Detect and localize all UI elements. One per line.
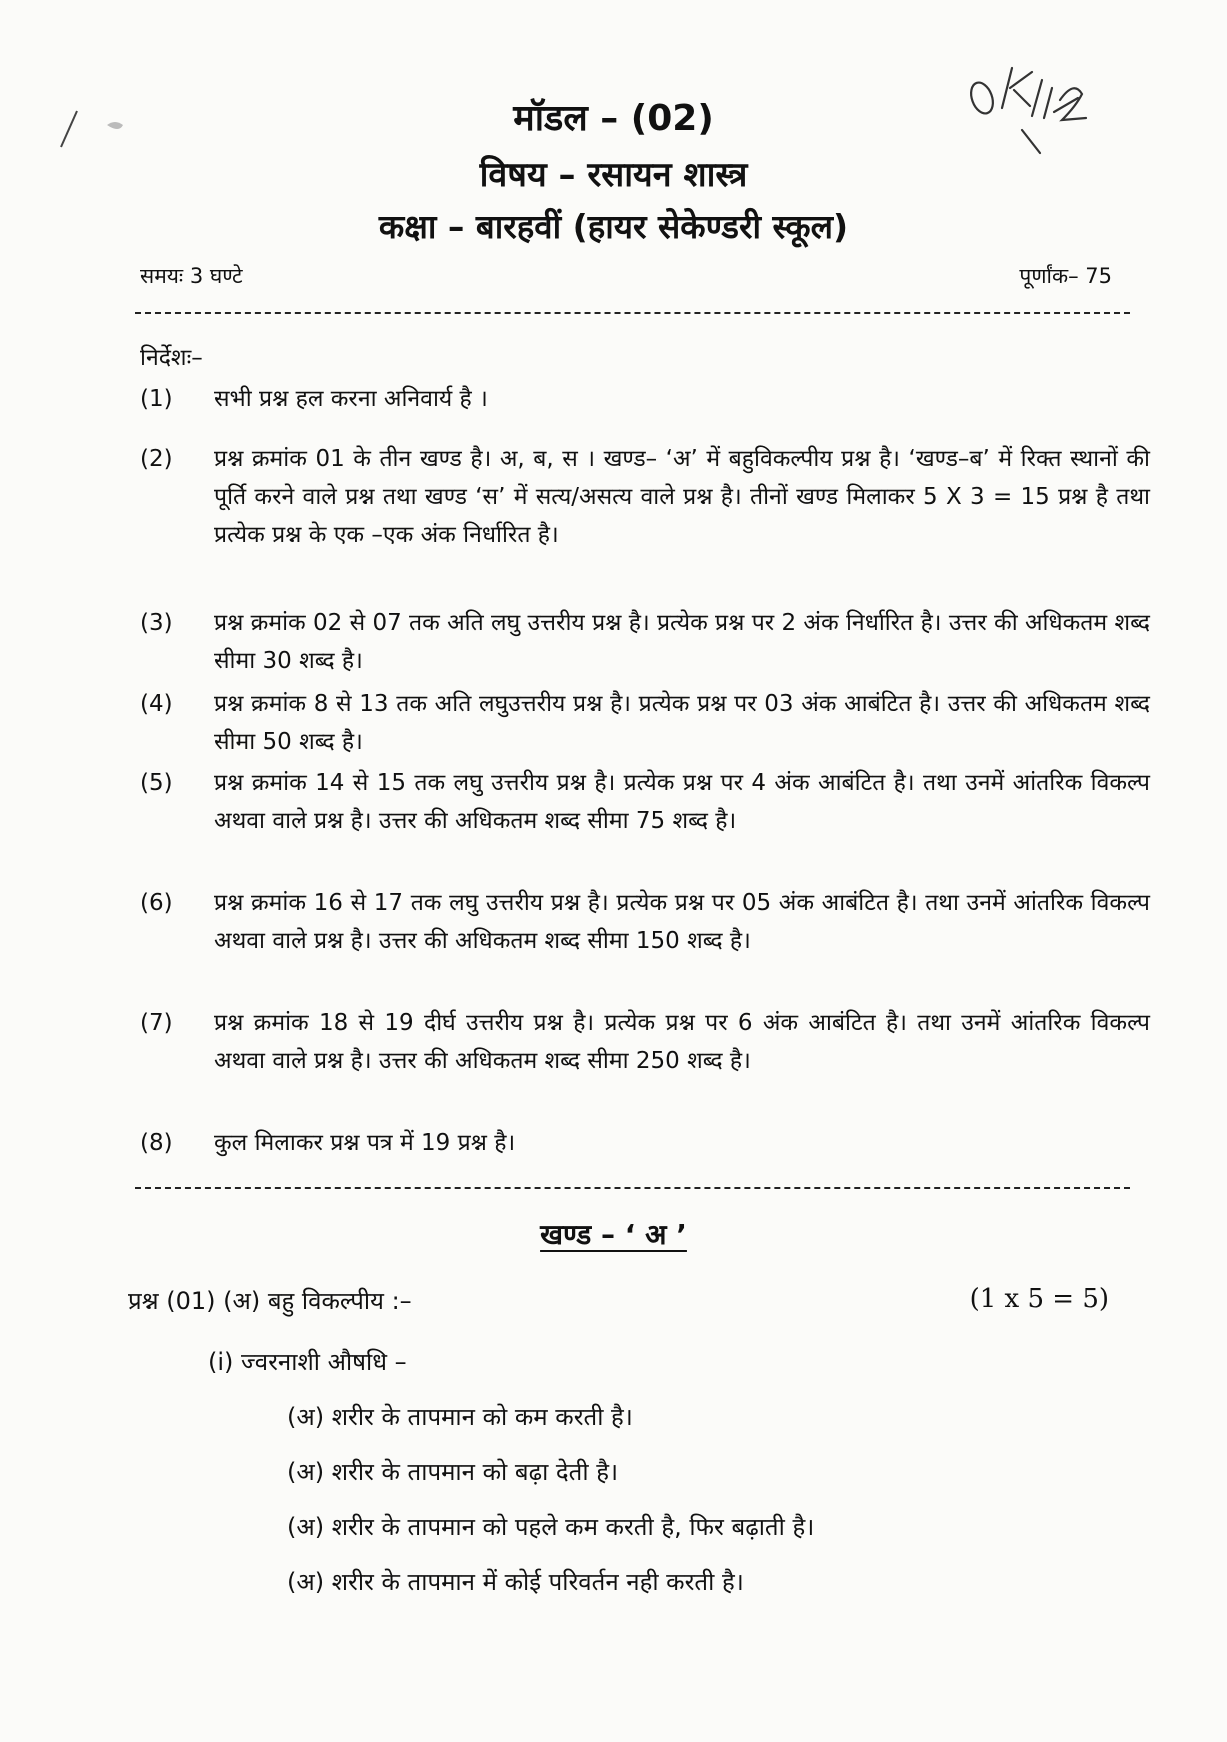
instruction-text: प्रश्न क्रमांक 18 से 19 दीर्घ उत्तरीय प्रश्न है। प्रत्येक प्रश्न पर 6 अंक आबंटित है। तथा उनमें आंतरिक विकल्प अथवा वाले प्रश्न है। उत्तर की अधिकतम शब्द सीमा 250 शब्द है।	[214, 1010, 1150, 1074]
instruction-number: (3)	[140, 610, 173, 636]
instruction-text: प्रश्न क्रमांक 16 से 17 तक लघु उत्तरीय प्रश्न है। प्रत्येक प्रश्न पर 05 अंक आबंटित है। तथा उनमें आंतरिक विकल्प अथवा वाले प्रश्न है। उत्तर की अधिकतम शब्द सीमा 150 शब्द है।	[214, 890, 1150, 954]
max-marks: पूर्णांक– 75	[1019, 264, 1112, 288]
instruction-text: प्रश्न क्रमांक 01 के तीन खण्ड है। अ, ब, स । खण्ड– ‘अ’ में बहुविकल्पीय प्रश्न है। ‘खण्ड–ब’ में रिक्त स्थानों की पूर्ति करने वाले प्रश्न तथा खण्ड ‘स’ में सत्य/असत्य वाले प्रश्न है। तीनों खण्ड मिलाकर 5 X 3 = 15 प्रश्न है तथा प्रत्येक प्रश्न के एक –एक अंक निर्धारित है।	[214, 446, 1150, 548]
instruction-number: (6)	[140, 890, 173, 916]
instruction-text: सभी प्रश्न हल करना अनिवार्य है ।	[214, 386, 488, 412]
sub-question: (i) ज्वरनाशी औषधि –	[208, 1348, 407, 1376]
time-duration: समयः 3 घण्टे	[140, 264, 243, 288]
paper-subject: विषय – रसायन शास्त्र	[479, 155, 748, 195]
instruction-text: प्रश्न क्रमांक 8 से 13 तक अति लघुउत्तरीय प्रश्न है। प्रत्येक प्रश्न पर 03 अंक आबंटित है। उत्तर की अधिकतम शब्द सीमा 50 शब्द है।	[214, 691, 1150, 755]
instruction-number: (7)	[140, 1010, 173, 1036]
instruction-number: (1)	[140, 386, 173, 412]
question-heading: प्रश्न (01) (अ) बहु विकल्पीय :–	[128, 1287, 412, 1315]
section-heading	[0, 1215, 1227, 1253]
instructions-label: निर्देशः–	[140, 345, 203, 371]
instruction-text: प्रश्न क्रमांक 02 से 07 तक अति लघु उत्तरीय प्रश्न है। प्रत्येक प्रश्न पर 2 अंक निर्धारित है। उत्तर की अधिकतम शब्द सीमा 30 शब्द है।	[214, 610, 1150, 674]
instruction-number: (8)	[140, 1130, 173, 1156]
divider-bottom	[135, 1187, 1130, 1189]
instruction-number: (4)	[140, 691, 173, 717]
option-item: (अ) शरीर के तापमान को पहले कम करती है, फिर बढ़ाती है।	[287, 1513, 815, 1541]
paper-class: कक्षा – बारहवीं (हायर सेकेण्डरी स्कूल)	[378, 207, 849, 246]
instruction-text: कुल मिलाकर प्रश्न पत्र में 19 प्रश्न है।	[214, 1130, 516, 1156]
instruction-text: प्रश्न क्रमांक 14 से 15 तक लघु उत्तरीय प्रश्न है। प्रत्येक प्रश्न पर 4 अंक आबंटित है। तथा उनमें आंतरिक विकल्प अथवा वाले प्रश्न है। उत्तर की अधिकतम शब्द सीमा 75 शब्द है।	[214, 770, 1150, 834]
instruction-number: (2)	[140, 446, 173, 472]
divider-top	[135, 312, 1130, 314]
option-item: (अ) शरीर के तापमान में कोई परिवर्तन नही करती है।	[287, 1568, 744, 1596]
option-item: (अ) शरीर के तापमान को कम करती है।	[287, 1403, 633, 1431]
paper-title: मॉडल – (02)	[513, 98, 714, 139]
section-title-text: खण्ड – ‘ अ ’	[540, 1218, 687, 1251]
option-item: (अ) शरीर के तापमान को बढ़ा देती है।	[287, 1458, 619, 1486]
instruction-number: (5)	[140, 770, 173, 796]
question-marks: (1 x 5 = 5)	[969, 1284, 1109, 1314]
